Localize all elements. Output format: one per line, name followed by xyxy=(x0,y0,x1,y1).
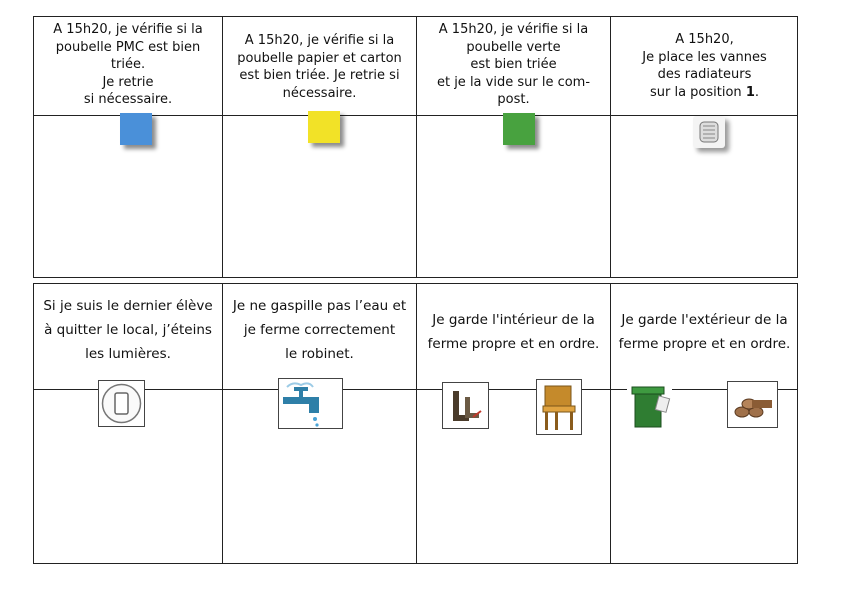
task-cell-water xyxy=(223,284,417,563)
radiator-valve-icon xyxy=(693,116,725,148)
text-line: A 15h20, xyxy=(675,32,734,47)
stacked-chairs-icon xyxy=(536,379,582,435)
text-line: Je place les vannes xyxy=(642,49,767,65)
position-number: 1 xyxy=(745,84,755,100)
task-text: Je ne gaspille pas l’eau et je ferme correctement le robinet. xyxy=(232,298,407,362)
task-row-1 xyxy=(33,16,798,278)
firewood-logs-icon xyxy=(727,381,778,428)
task-cell-green-bin xyxy=(417,17,611,277)
task-cell-interior xyxy=(417,284,611,563)
task-text: A 15h20, je vérifie si la poubelle verte est bien triée et je la vide sur le com- post. xyxy=(436,22,591,107)
text-suffix: . xyxy=(754,84,759,100)
task-cell-lights xyxy=(34,284,223,563)
task-text xyxy=(615,31,794,101)
task-text: Si je suis le dernier élève à quitter le local, j’éteins les lumières. xyxy=(43,298,213,362)
task-row-2 xyxy=(33,283,798,564)
task-cell-paper xyxy=(223,17,417,277)
blue-square-icon xyxy=(120,113,152,145)
yellow-square-icon xyxy=(308,111,340,143)
green-bin-icon xyxy=(627,381,672,431)
task-cell-radiator xyxy=(611,17,798,277)
task-text: A 15h20, je vérifie si la poubelle papier et carton est bien triée. Je retrie si nécessaire. xyxy=(237,33,402,101)
task-cell-exterior xyxy=(611,284,798,563)
text-line xyxy=(615,84,794,102)
task-cell-pmc xyxy=(34,17,223,277)
green-square-icon xyxy=(503,113,535,145)
task-text: A 15h20, je vérifie si la poubelle PMC est bien triée. Je retrie si nécessaire. xyxy=(53,22,203,107)
task-text: Je garde l'extérieur de la ferme propre et en ordre. xyxy=(618,312,791,352)
text-line: des radiateurs xyxy=(657,67,752,82)
water-tap-icon xyxy=(278,378,343,429)
light-switch-icon xyxy=(98,380,145,427)
text-prefix: sur la position xyxy=(649,84,746,100)
boots-icon xyxy=(442,382,489,429)
task-text: Je garde l'intérieur de la ferme propre et en ordre. xyxy=(427,312,600,352)
